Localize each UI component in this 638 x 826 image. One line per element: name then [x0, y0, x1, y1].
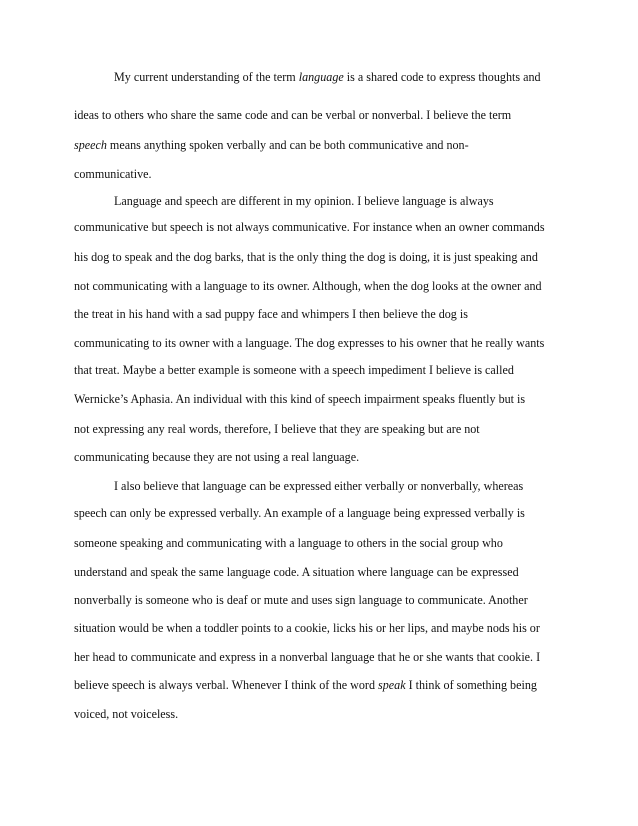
text-segment: someone speaking and communicating with a language to others in the social group who	[74, 536, 503, 550]
paragraph-2-line-4	[74, 278, 542, 294]
paragraph-3-line-7	[74, 649, 540, 665]
text-segment: communicating because they are not using a real language.	[74, 450, 360, 464]
text-segment: her head to communicate and express in a nonverbal language that he or she wants that cookie. I	[74, 650, 541, 664]
paragraph-2-line-7	[74, 362, 514, 378]
text-segment: ideas to others who share the same code and can be verbal or nonverbal. I believe the term	[74, 108, 512, 122]
text-segment: means anything spoken verbally and can be both communicative and non-	[106, 138, 469, 152]
text-segment: speech can only be expressed verbally. An example of a language being expressed verbally is	[74, 506, 525, 520]
text-segment: communicating to its owner with a language. The dog expresses to his owner that he really wants	[74, 336, 545, 350]
text-segment: I think of something being	[405, 678, 537, 692]
paragraph-3-line-6	[74, 620, 540, 636]
italic-term-speech: speech	[74, 138, 107, 152]
paragraph-3-line-4	[74, 564, 519, 580]
paragraph-1-line-2	[74, 107, 511, 123]
text-segment: understand and speak the same language code. A situation where language can be expressed	[74, 565, 519, 579]
paragraph-2-line-5	[74, 306, 468, 322]
paragraph-2-line-9	[74, 421, 480, 437]
paragraph-2-line-6	[74, 335, 544, 351]
paragraph-3-line-5	[74, 592, 528, 608]
paragraph-3-line-1	[114, 478, 523, 494]
paragraph-2-line-8	[74, 391, 525, 407]
paragraph-2-line-2	[74, 219, 545, 235]
paragraph-3-line-3	[74, 535, 503, 551]
italic-term-language: language	[298, 70, 344, 84]
text-segment: not communicating with a language to its owner. Although, when the dog looks at the owner and	[74, 279, 542, 293]
paragraph-2-line-10	[74, 449, 359, 465]
paragraph-3-line-9	[74, 706, 178, 722]
paragraph-1-line-4	[74, 166, 152, 182]
italic-term-speak: speak	[378, 678, 406, 692]
text-segment: nonverbally is someone who is deaf or mute and uses sign language to communicate. Another	[74, 593, 528, 607]
paragraph-2-line-1	[114, 193, 494, 209]
text-segment: communicative but speech is not always communicative. For instance when an owner commands	[74, 220, 545, 234]
paragraph-1-line-3	[74, 137, 469, 153]
text-segment: the treat in his hand with a sad puppy face and whimpers I then believe the dog is	[74, 307, 468, 321]
text-segment: communicative.	[74, 167, 152, 181]
text-segment: situation would be when a toddler points to a cookie, licks his or her lips, and maybe nods his or	[74, 621, 540, 635]
text-segment: My current understanding of the term	[114, 70, 299, 84]
text-segment: not expressing any real words, therefore, I believe that they are speaking but are not	[74, 422, 480, 436]
text-segment: voiced, not voiceless.	[74, 707, 179, 721]
text-segment: Wernicke’s Aphasia. An individual with this kind of speech impairment speaks fluently but is	[74, 392, 526, 406]
text-segment: that treat. Maybe a better example is someone with a speech impediment I believe is called	[74, 363, 514, 377]
paragraph-3-line-2	[74, 505, 525, 521]
paragraph-1-line-1	[114, 69, 541, 85]
text-segment: Language and speech are different in my opinion. I believe language is always	[114, 194, 494, 208]
text-segment: is a shared code to express thoughts and	[343, 70, 541, 84]
text-segment: his dog to speak and the dog barks, that is the only thing the dog is doing, it is just speaking and	[74, 250, 538, 264]
paragraph-2-line-3	[74, 249, 538, 265]
paragraph-3-line-8	[74, 677, 537, 693]
text-segment: I also believe that language can be expressed either verbally or nonverbally, whereas	[114, 479, 524, 493]
text-segment: believe speech is always verbal. Whenever I think of the word	[74, 678, 379, 692]
